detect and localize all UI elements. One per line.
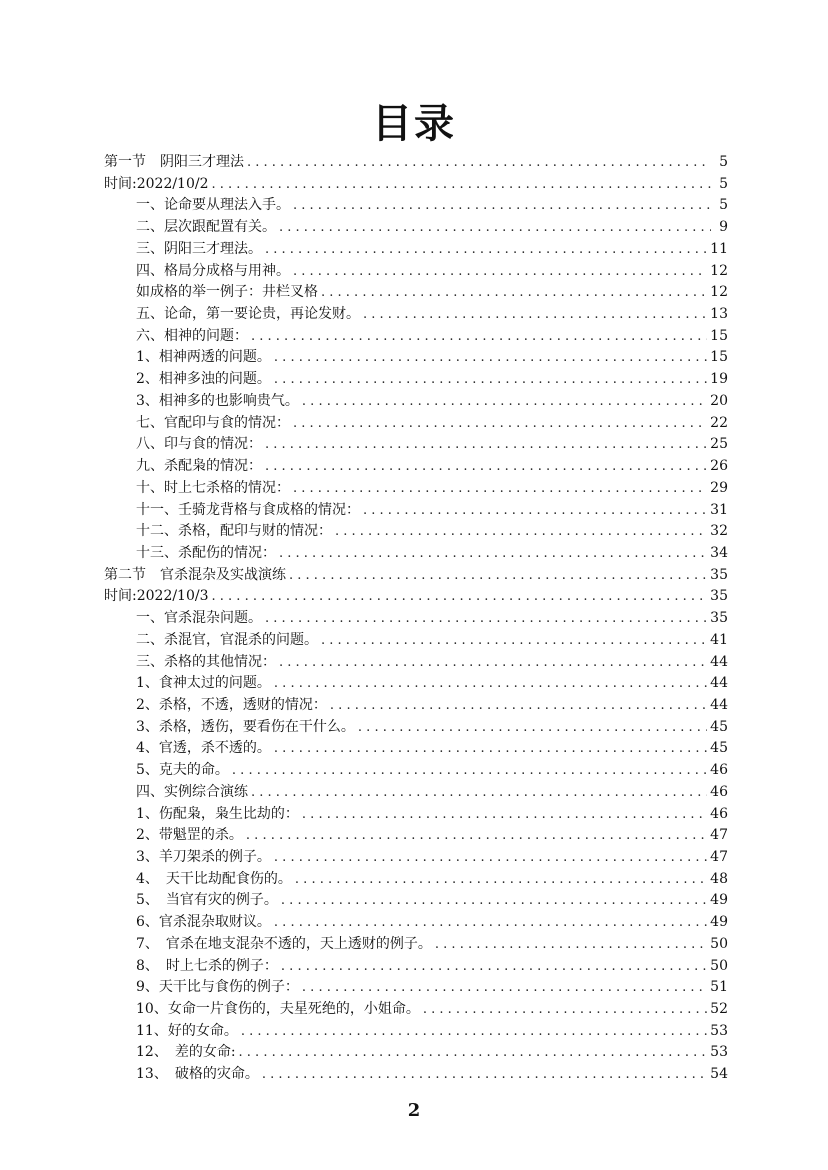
dot-leader [251, 782, 707, 804]
toc-entry-page: 46 [710, 805, 728, 822]
toc-entry-page: 15 [710, 349, 728, 366]
dot-leader [279, 543, 707, 565]
toc-entry-page: 13 [710, 306, 728, 323]
toc-entry-page: 52 [710, 1001, 728, 1018]
dot-leader [232, 760, 707, 782]
toc-entry-page: 47 [710, 827, 728, 844]
toc-entry-page: 20 [710, 392, 728, 409]
toc-entry[interactable] [104, 1042, 728, 1064]
dot-leader [212, 174, 711, 196]
toc-entry[interactable] [104, 717, 728, 739]
toc-entry[interactable] [104, 847, 728, 869]
toc-entry-label: 1、相神两透的问题。 [136, 349, 271, 366]
toc-entry-label: 2、带魁罡的杀。 [136, 827, 243, 844]
toc-entry-label: 8、 时上七杀的例子： [136, 957, 278, 974]
toc-entry[interactable] [104, 413, 728, 435]
toc-entry-label: 3、羊刀架杀的例子。 [136, 849, 271, 865]
dot-leader [262, 1064, 707, 1086]
dot-leader [293, 195, 711, 217]
dot-leader [274, 673, 707, 695]
toc-entry[interactable] [104, 261, 728, 283]
toc-entry-page: 31 [710, 501, 728, 518]
dot-leader [265, 434, 707, 456]
toc-entry[interactable] [104, 282, 728, 304]
toc-entry-page: 15 [710, 327, 728, 344]
dot-leader [335, 521, 707, 543]
dot-leader [293, 478, 707, 500]
toc-entry-label: 十三、杀配伤的情况： [136, 544, 276, 561]
toc-entry-page: 5 [719, 197, 728, 214]
toc-entry-label: 十一、壬骑龙背格与食成格的情况： [136, 501, 360, 518]
toc-entry-page: 45 [710, 718, 728, 735]
page-number: 2 [407, 1100, 421, 1121]
toc-entry-label: 四、实例综合演练 [136, 783, 248, 800]
toc-entry-label: 6、官杀混杂取财议。 [136, 914, 271, 931]
toc-entry-label: 二、杀混官，官混杀的问题。 [136, 631, 318, 648]
dot-leader [302, 977, 707, 999]
toc-entry-page: 44 [710, 675, 728, 692]
toc-entry-label: 十二、杀格，配印与财的情况： [136, 523, 332, 540]
dot-leader [265, 456, 707, 478]
toc-entry-label: 2、相神多浊的问题。 [136, 371, 271, 388]
toc-entry-page: 44 [710, 696, 728, 713]
dot-leader [363, 304, 707, 326]
dot-leader [302, 391, 707, 413]
toc-entry[interactable] [104, 217, 728, 239]
toc-entry-label: 4、官透，杀不透的。 [136, 740, 271, 757]
toc-entry-label: 第二节 官杀混杂及实战演练 [104, 566, 286, 583]
toc-entry-page: 54 [710, 1066, 728, 1083]
toc-entry-page: 46 [710, 762, 728, 779]
toc-entry-label: 11、好的女命。 [136, 1022, 238, 1039]
toc-entry[interactable] [104, 912, 728, 934]
toc-entry[interactable] [104, 673, 728, 695]
toc-entry[interactable] [104, 434, 728, 456]
dot-leader [241, 1021, 707, 1043]
toc-entry[interactable] [104, 478, 728, 500]
toc-entry-page: 12 [710, 284, 728, 301]
toc-entry-label: 九、杀配枭的情况： [136, 458, 262, 475]
toc-entry-label: 3、相神多的也影响贵气。 [136, 392, 299, 409]
toc-entry-label: 五、论命，第一要论贵，再论发财。 [136, 306, 360, 323]
toc-entry[interactable] [104, 999, 728, 1021]
toc-entry[interactable] [104, 804, 728, 826]
dot-leader [321, 282, 707, 304]
dot-leader [239, 1042, 708, 1064]
toc-entry-label: 一、论命要从理法入手。 [136, 197, 290, 214]
toc-entry-label: 第一节 阴阳三才理法 [104, 154, 244, 170]
toc-entry-label: 10、女命一片食伤的，夫星死绝的，小姐命。 [136, 1001, 420, 1018]
toc-entry-page: 35 [710, 588, 728, 605]
toc-entry-label: 八、印与食的情况： [136, 436, 262, 453]
toc-entry-page: 35 [710, 610, 728, 627]
toc-entry-label: 时间:2022/10/3 [104, 588, 209, 605]
toc-entry[interactable] [104, 825, 728, 847]
dot-leader [274, 912, 707, 934]
toc-entry-page: 47 [710, 849, 728, 865]
toc-entry-page: 53 [710, 1022, 728, 1039]
toc-entry[interactable] [104, 195, 728, 217]
dot-leader [274, 347, 707, 369]
toc-entry-label: 2、杀格，不透，透财的情况： [136, 696, 327, 713]
toc-entry-label: 一、官杀混杂问题。 [136, 610, 262, 627]
toc-entry[interactable] [104, 239, 728, 261]
dot-leader [293, 413, 707, 435]
dot-leader [212, 586, 708, 608]
dot-leader [279, 652, 707, 674]
toc-entry[interactable] [104, 304, 728, 326]
dot-leader [279, 217, 711, 239]
toc-entry-page: 32 [710, 523, 728, 540]
toc-entry-label: 4、 天干比劫配食伤的。 [136, 870, 292, 887]
toc-entry[interactable] [104, 456, 728, 478]
toc-entry-page: 51 [710, 979, 728, 996]
toc-entry-label: 3、杀格，透伤，要看伤在干什么。 [136, 718, 355, 735]
toc-entry[interactable] [104, 890, 728, 912]
toc-entry-label: 六、相神的问题： [136, 327, 248, 344]
dot-leader [281, 890, 707, 912]
toc-entry[interactable] [104, 565, 728, 587]
toc-entry[interactable] [104, 738, 728, 760]
toc-entry-page: 35 [710, 566, 728, 583]
toc-entry-page: 19 [710, 371, 728, 388]
toc-entry[interactable] [104, 934, 728, 956]
toc-entry-label: 12、 差的女命: [136, 1044, 236, 1061]
dot-leader [265, 239, 707, 261]
toc-entry[interactable] [104, 326, 728, 348]
toc-entry[interactable] [104, 977, 728, 999]
toc-entry-page: 9 [719, 219, 728, 236]
dot-leader [274, 738, 707, 760]
toc-entry-label: 9、天干比与食伤的例子： [136, 979, 299, 996]
toc-entry[interactable] [104, 760, 728, 782]
toc-entry[interactable] [104, 782, 728, 804]
toc-entry-page: 49 [710, 892, 728, 909]
toc-entry-label: 七、官配印与食的情况： [136, 414, 290, 431]
toc-entry[interactable] [104, 543, 728, 565]
toc-entry-label: 三、杀格的其他情况： [136, 653, 276, 670]
toc-entry[interactable] [104, 347, 728, 369]
toc-entry-page: 5 [719, 175, 728, 192]
toc-entry-page: 41 [710, 631, 728, 648]
page-title: 目录 [372, 100, 456, 147]
toc-entry-page: 29 [710, 479, 728, 496]
toc-entry[interactable] [104, 369, 728, 391]
table-of-contents [104, 152, 728, 1086]
toc-entry[interactable] [104, 608, 728, 630]
toc-entry-page: 34 [710, 544, 728, 561]
toc-entry[interactable] [104, 869, 728, 891]
dot-leader [274, 369, 707, 391]
dot-leader [265, 608, 707, 630]
toc-entry-label: 5、克夫的命。 [136, 762, 229, 779]
toc-entry[interactable] [104, 695, 728, 717]
toc-entry[interactable] [104, 391, 728, 413]
toc-entry[interactable] [104, 500, 728, 522]
toc-entry-page: 22 [710, 414, 728, 431]
toc-entry[interactable] [104, 1021, 728, 1043]
toc-entry[interactable] [104, 630, 728, 652]
toc-entry-label: 二、层次跟配置有关。 [136, 219, 276, 236]
toc-entry-page: 26 [710, 458, 728, 475]
toc-entry-label: 5、 当官有灾的例子。 [136, 892, 278, 909]
toc-entry-label: 时间:2022/10/2 [104, 175, 209, 192]
toc-entry-label: 1、食神太过的问题。 [136, 675, 271, 692]
toc-entry[interactable] [104, 956, 728, 978]
dot-leader [435, 934, 707, 956]
toc-entry[interactable] [104, 521, 728, 543]
toc-entry[interactable] [104, 1064, 728, 1086]
toc-entry-label: 四、格局分成格与用神。 [136, 262, 290, 279]
toc-entry[interactable] [104, 586, 728, 608]
toc-entry-label: 1、伤配枭，枭生比劫的： [136, 805, 299, 822]
dot-leader [330, 695, 707, 717]
toc-entry-page: 48 [710, 870, 728, 887]
dot-leader [274, 847, 707, 869]
toc-entry[interactable] [104, 652, 728, 674]
toc-entry-page: 45 [710, 740, 728, 757]
toc-entry-label: 三、阴阳三才理法。 [136, 240, 262, 257]
dot-leader [423, 999, 707, 1021]
dot-leader [321, 630, 707, 652]
toc-entry[interactable] [104, 174, 728, 196]
dot-leader [246, 825, 707, 847]
dot-leader [289, 565, 707, 587]
dot-leader [295, 869, 707, 891]
toc-entry-page: 50 [710, 957, 728, 974]
toc-entry-label: 13、 破格的灾命。 [136, 1066, 259, 1083]
toc-entry-label: 十、时上七杀格的情况： [136, 479, 290, 496]
toc-entry-page: 49 [710, 914, 728, 931]
toc-entry-page: 44 [710, 653, 728, 670]
toc-entry-label: 7、 官杀在地支混杂不透的，天上透财的例子。 [136, 935, 432, 952]
dot-leader [251, 326, 707, 348]
toc-entry-page: 50 [710, 935, 728, 952]
toc-entry-label: 如成格的举一例子：井栏叉格 [136, 284, 318, 301]
dot-leader [247, 152, 711, 174]
toc-entry-page: 11 [710, 240, 728, 257]
toc-entry[interactable] [104, 152, 728, 174]
toc-entry-page: 5 [719, 154, 728, 170]
dot-leader [363, 500, 707, 522]
toc-entry-page: 12 [710, 262, 728, 279]
toc-entry-page: 46 [710, 783, 728, 800]
toc-entry-page: 53 [710, 1044, 728, 1061]
dot-leader [358, 717, 707, 739]
dot-leader [293, 261, 707, 283]
dot-leader [302, 804, 707, 826]
toc-entry-page: 25 [710, 436, 728, 453]
dot-leader [281, 956, 707, 978]
